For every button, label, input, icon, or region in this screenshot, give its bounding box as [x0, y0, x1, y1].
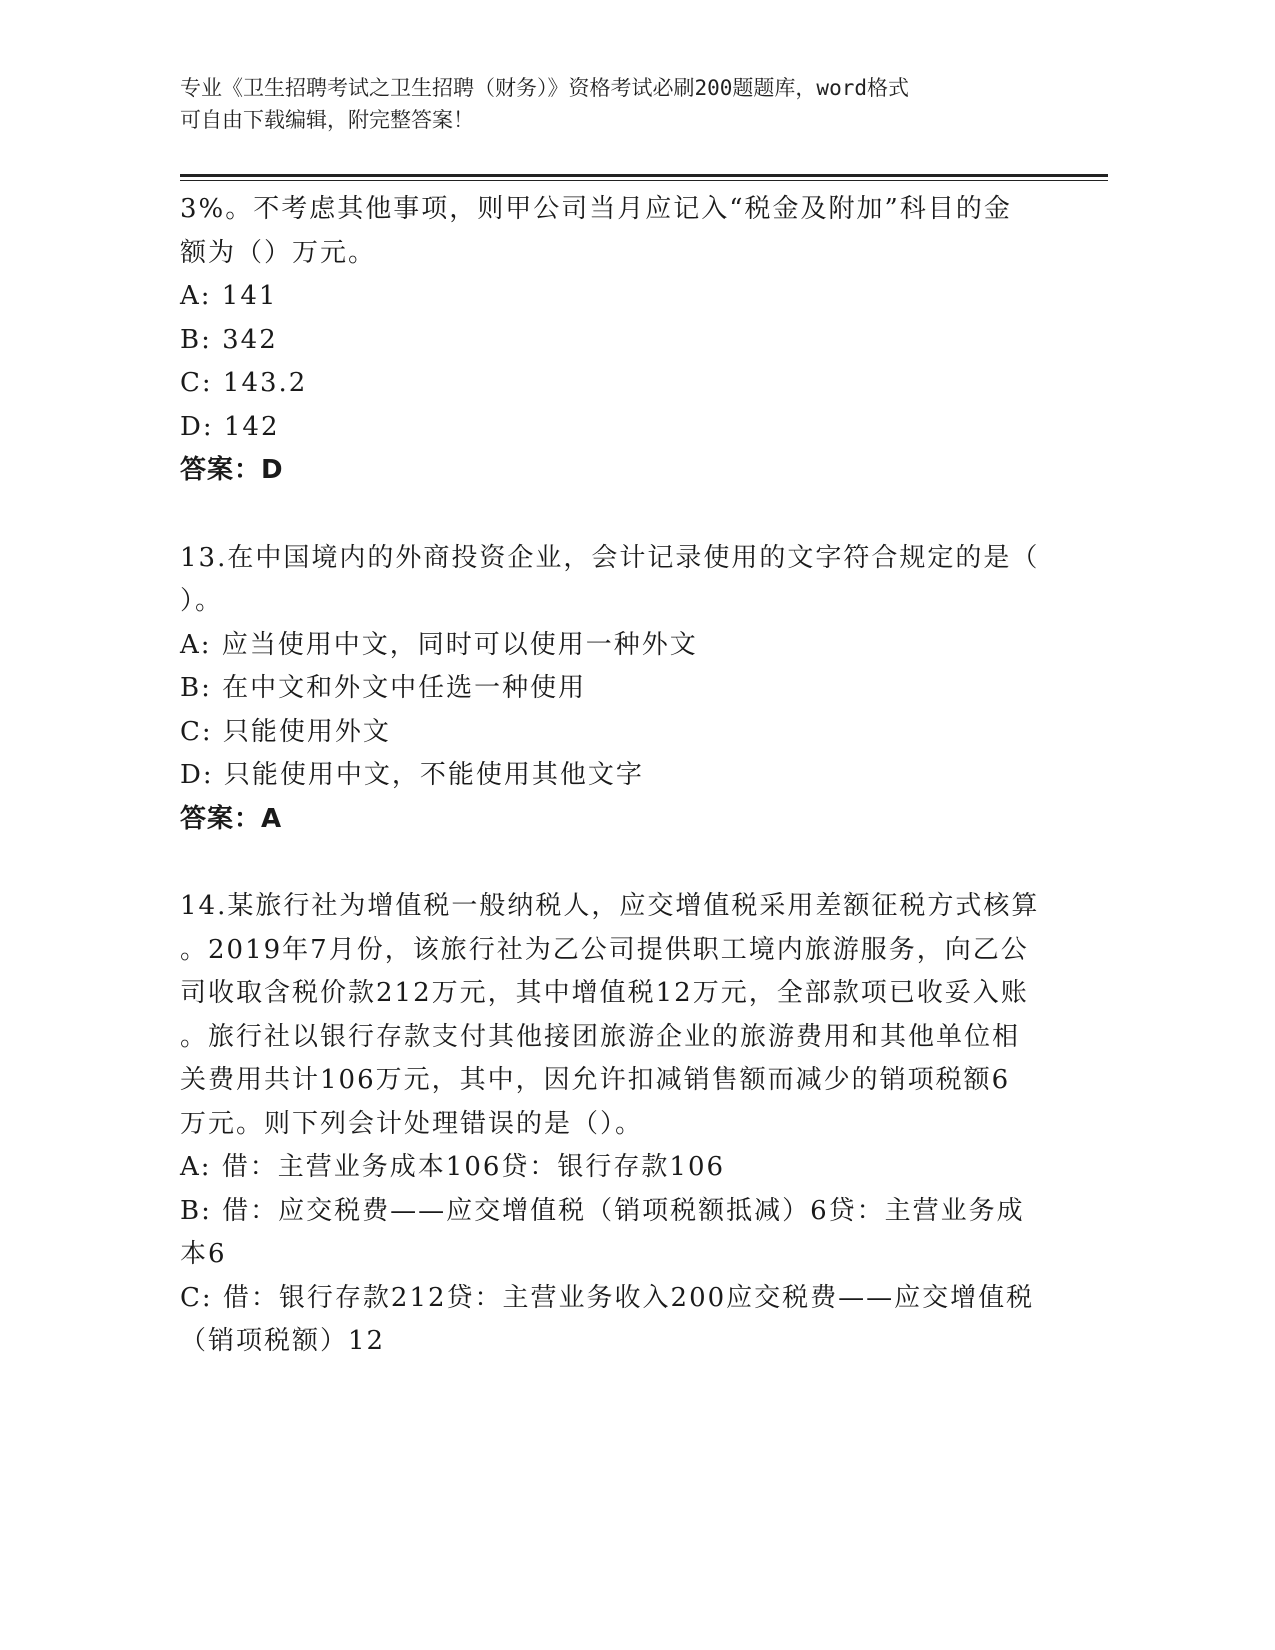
option-b: B: 在中文和外文中任选一种使用 [180, 673, 587, 703]
option-c: C: 143.2 [180, 368, 308, 398]
option-c-continued: （销项税额）12 [180, 1326, 386, 1356]
header-title-line-2: 可自由下载编辑，附完整答案！ [180, 108, 474, 132]
option-b-continued: 本6 [180, 1239, 227, 1269]
option-b: B: 借：应交税费——应交增值税（销项税额抵减）6贷：主营业务成 [180, 1195, 1025, 1226]
option-a: A: 141 [180, 281, 278, 311]
option-d: D: 只能使用中文，不能使用其他文字 [180, 760, 644, 790]
answer-label: 答案：D [180, 455, 284, 485]
question-stem-line: 13.在中国境内的外商投资企业，会计记录使用的文字符合规定的是（ [180, 542, 1040, 573]
answer-label: 答案：A [180, 803, 283, 834]
option-d: D: 142 [180, 411, 280, 442]
question-stem-line: 关费用共计106万元，其中，因允许扣减销售额而减少的销项税额6 [180, 1065, 1011, 1095]
header-title-line-1: 专业《卫生招聘考试之卫生招聘（财务）》资格考试必刷200题题库，word格式 [180, 76, 909, 100]
question-stem-line: ）。 [180, 586, 224, 616]
question-spacer [180, 493, 1060, 537]
document-body [180, 188, 1060, 1364]
option-c: C: 只能使用外文 [180, 716, 391, 747]
option-c: C: 借：银行存款212贷：主营业务收入200应交税费——应交增值税 [180, 1282, 1035, 1313]
question-spacer [180, 841, 1060, 885]
option-b: B: 342 [180, 324, 278, 355]
question-stem-line: 额为（）万元。 [180, 237, 377, 268]
question-stem-line: 3%。不考虑其他事项，则甲公司当月应记入“税金及附加”科目的金 [180, 194, 1012, 224]
question-14 [180, 885, 1060, 1364]
question-12 [180, 188, 1060, 493]
header-divider-thick [180, 174, 1108, 177]
question-stem-line: 。旅行社以银行存款支付其他接团旅游企业的旅游费用和其他单位相 [180, 1021, 1021, 1052]
question-stem-line: 万元。则下列会计处理错误的是（）。 [180, 1108, 644, 1139]
question-13 [180, 537, 1060, 842]
question-stem-line: 。2019年7月份，该旅行社为乙公司提供职工境内旅游服务，向乙公 [180, 934, 1029, 965]
header-divider [180, 174, 1108, 181]
option-a: A: 应当使用中文，同时可以使用一种外文 [180, 629, 698, 660]
option-a: A: 借：主营业务成本106贷：银行存款106 [180, 1152, 726, 1182]
question-stem-line: 司收取含税价款212万元，其中增值税12万元，全部款项已收妥入账 [180, 978, 1029, 1008]
document-header [180, 72, 1040, 136]
question-stem-line: 14.某旅行社为增值税一般纳税人，应交增值税采用差额征税方式核算 [180, 891, 1040, 921]
header-divider-thin [180, 180, 1108, 181]
